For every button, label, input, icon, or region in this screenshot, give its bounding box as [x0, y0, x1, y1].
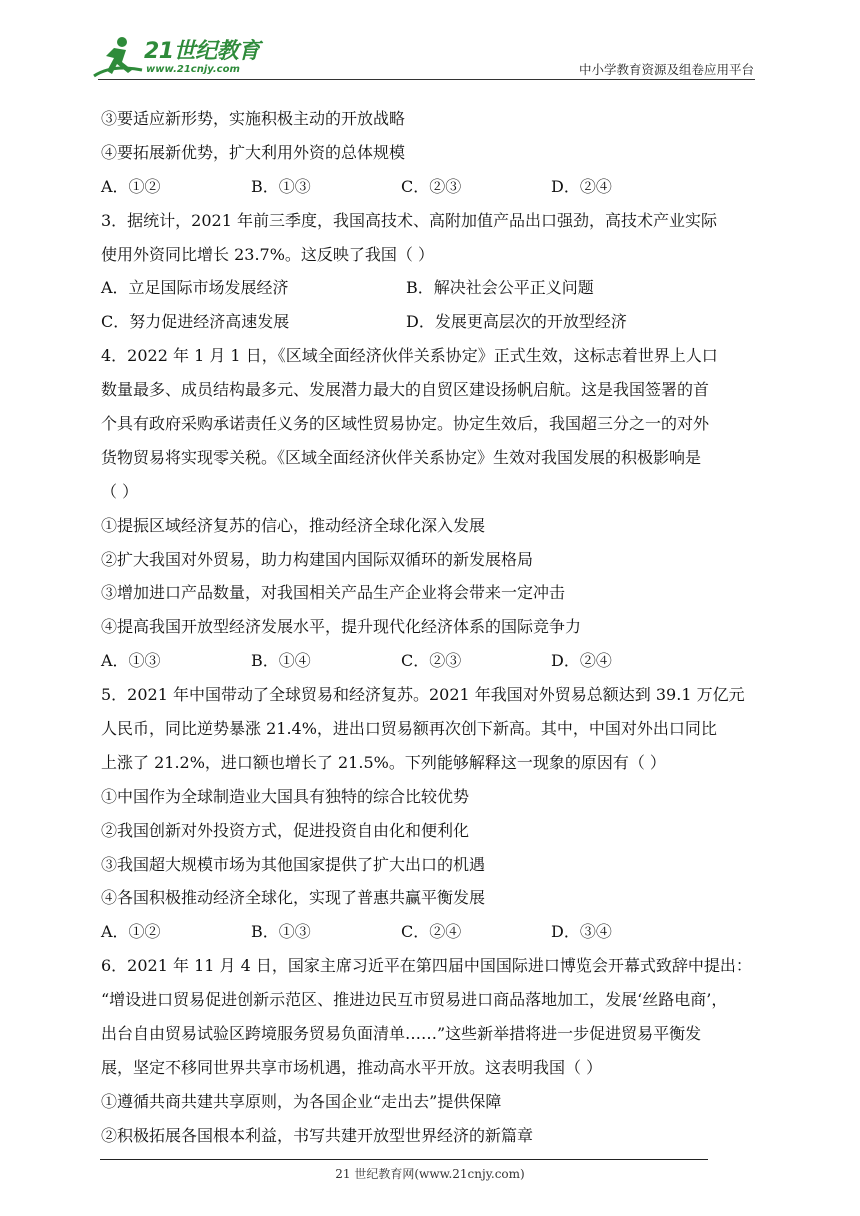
document-body [101, 102, 761, 1153]
question-5-options [101, 915, 761, 949]
question-5-statement-2: ②我国创新对外投资方式，促进投资自由化和便利化 [101, 820, 470, 840]
question-2-option-d[interactable]: D．②④ [551, 176, 612, 196]
question-6-statement-1: ①遵循共商共建共享原则，为各国企业“走出去”提供保障 [101, 1091, 502, 1111]
header-tagline: 中小学教育资源及组卷应用平台 [578, 62, 754, 77]
question-2-option-b[interactable]: B．①③ [251, 176, 311, 196]
question-2-statement-4: ④要拓展新优势，扩大利用外资的总体规模 [101, 142, 406, 162]
question-4-stem-line-4: 货物贸易将实现零关税。《区域全面经济伙伴关系协定》生效对我国发展的积极影响是 [101, 447, 702, 467]
question-4-statement-3: ③增加进口产品数量，对我国相关产品生产企业将会带来一定冲击 [101, 583, 566, 603]
question-5-statement-3: ③我国超大规模市场为其他国家提供了扩大出口的机遇 [101, 854, 486, 874]
question-3-option-a[interactable]: A．立足国际市场发展经济 [101, 278, 289, 298]
question-4-stem-line-2: 数量最多、成员结构最多元、发展潜力最大的自贸区建设扬帆启航。这是我国签署的首 [101, 380, 710, 400]
question-5-statement-1: ①中国作为全球制造业大国具有独特的综合比较优势 [101, 786, 470, 806]
question-3-options-row-1 [101, 271, 761, 305]
question-3-stem-line-1: 3．据统计，2021 年前三季度，我国高技术、高附加值产品出口强劲，高技术产业实际 [101, 210, 717, 230]
question-4-option-a[interactable]: A．①③ [101, 651, 161, 671]
question-3-stem-line-2: 使用外资同比增长 23.7%。这反映了我国（ ） [101, 244, 435, 264]
question-4-statement-4: ④提高我国开放型经济发展水平，提升现代化经济体系的国际竞争力 [101, 617, 582, 637]
question-5-option-b[interactable]: B．①③ [251, 922, 311, 942]
question-5-option-c[interactable]: C．②④ [401, 922, 462, 942]
page-header [0, 0, 860, 90]
question-3-option-d[interactable]: D．发展更高层次的开放型经济 [406, 312, 627, 332]
question-5-stem-line-2: 人民币，同比逆势暴涨 21.4%，进出口贸易额再次创下新高。其中，中国对外出口同比 [101, 719, 717, 739]
question-3-options-row-2 [101, 305, 761, 339]
question-4-option-b[interactable]: B．①④ [251, 651, 311, 671]
question-4-stem-line-3: 个具有政府采购承诺责任义务的区域性贸易协定。协定生效后，我国超三分之一的对外 [101, 414, 710, 434]
question-5-option-d[interactable]: D．③④ [551, 922, 612, 942]
question-4-stem-line-5: （ ） [101, 481, 139, 501]
question-6-statement-2: ②积极拓展各国根本利益，书写共建开放型世界经济的新篇章 [101, 1125, 534, 1145]
question-5-statement-4: ④各国积极推动经济全球化，实现了普惠共赢平衡发展 [101, 888, 486, 908]
runner-logo-icon [92, 34, 144, 78]
question-5-option-a[interactable]: A．①② [101, 922, 161, 942]
question-2-option-c[interactable]: C．②③ [401, 176, 462, 196]
question-4-option-c[interactable]: C．②③ [401, 651, 462, 671]
page-footer: 21 世纪教育网(www.21cnjy.com) [335, 1167, 525, 1181]
question-3-option-b[interactable]: B．解决社会公平正义问题 [406, 278, 594, 298]
question-5-stem-line-1: 5．2021 年中国带动了全球贸易和经济复苏。2021 年我国对外贸易总额达到 39.1 万亿元 [101, 685, 745, 705]
question-4-stem-line-1: 4．2022 年 1 月 1 日，《区域全面经济伙伴关系协定》正式生效，这标志着世界上人口 [101, 346, 718, 366]
question-2-option-a[interactable]: A．①② [101, 176, 161, 196]
question-3-option-c[interactable]: C．努力促进经济高速发展 [101, 312, 290, 332]
question-4-options [101, 644, 761, 678]
question-6-stem-line-3: 出台自由贸易试验区跨境服务贸易负面清单……”这些新举措将进一步促进贸易平衡发 [101, 1024, 702, 1044]
question-2-statement-3: ③要适应新形势，实施积极主动的开放战略 [101, 109, 406, 128]
logo-url: www.21cnjy.com [146, 64, 240, 75]
question-5-stem-line-3: 上涨了 21.2%，进口额也增长了 21.5%。下列能够解释这一现象的原因有（ ） [101, 752, 666, 772]
question-4-statement-1: ①提振区域经济复苏的信心，推动经济全球化深入发展 [101, 515, 486, 535]
header-divider [98, 79, 755, 80]
logo-text: 21世纪教育 [144, 39, 260, 64]
question-6-stem-line-4: 展，坚定不移同世界共享市场机遇，推动高水平开放。这表明我国（ ） [101, 1057, 603, 1077]
question-2-options [101, 170, 761, 204]
question-4-option-d[interactable]: D．②④ [551, 651, 612, 671]
question-6-stem-line-1: 6．2021 年 11 月 4 日，国家主席习近平在第四届中国国际进口博览会开幕式致辞中提出： [101, 956, 752, 976]
site-logo [92, 34, 262, 80]
footer-divider [100, 1159, 708, 1160]
question-6-stem-line-2: “增设进口贸易促进创新示范区、推进边民互市贸易进口商品落地加工，发展‘丝路电商’， [101, 990, 728, 1010]
question-4-statement-2: ②扩大我国对外贸易，助力构建国内国际双循环的新发展格局 [101, 549, 534, 569]
